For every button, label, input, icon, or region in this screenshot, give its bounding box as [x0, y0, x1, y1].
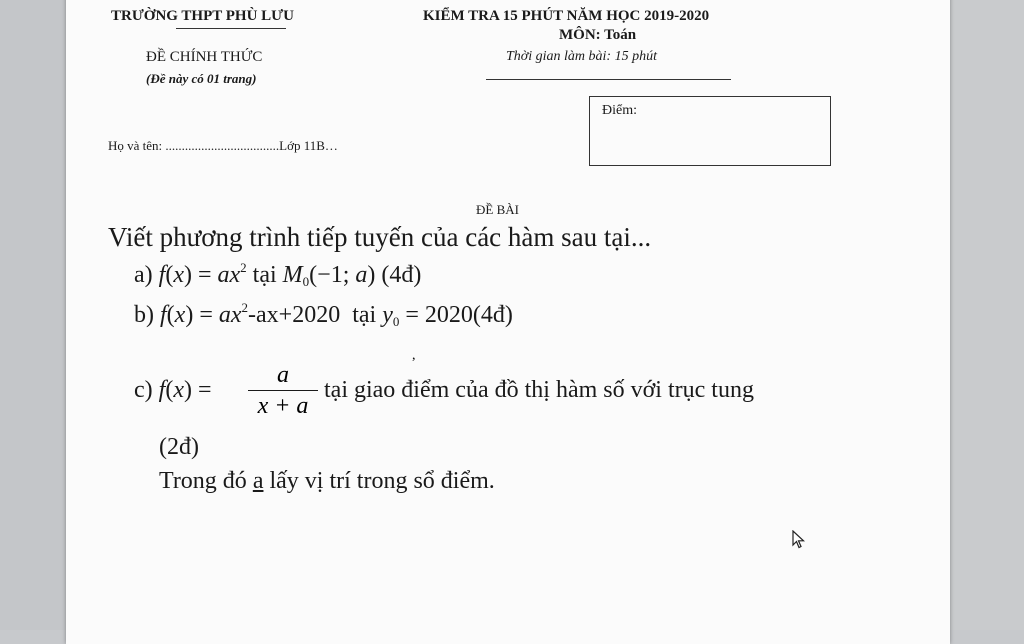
school-underline	[176, 28, 286, 29]
fraction-bar	[248, 390, 318, 391]
official-label: ĐỀ CHÍNH THỨC	[146, 49, 263, 65]
left-background	[0, 0, 66, 630]
note-prefix: Trong đó	[159, 468, 247, 494]
item-a: a) $f(x) = ax^2$ tại $M_0(-1$; a) (4đ)	[134, 260, 422, 289]
item-b-rest: -ax+2020	[248, 302, 341, 328]
problem-heading: ĐỀ BÀI	[476, 202, 519, 217]
fraction-denominator: x + a	[257, 393, 309, 419]
score-box	[589, 96, 831, 166]
note-suffix: lấy vị trí trong sổ điểm.	[269, 468, 495, 494]
stray-mark: ,	[412, 348, 416, 363]
item-b-word: tại	[352, 302, 377, 328]
item-a-points: (4đ)	[381, 262, 422, 288]
item-b-label: b)	[134, 302, 154, 328]
item-a-word: tại	[252, 262, 277, 288]
item-c-label: c)	[134, 377, 153, 403]
item-b-value: = 2020(4đ)	[405, 302, 513, 328]
fraction-numerator: a	[277, 362, 289, 388]
note-line	[159, 468, 495, 495]
student-name-line: Họ và tên: ...................................Lớp 11B…	[108, 138, 338, 153]
document-page	[66, 0, 950, 644]
item-b: b) $f(x) = ax^2-ax+2020$ tại $y_0$ = 2020(4đ)	[134, 300, 513, 329]
exam-title: KIỂM TRA 15 PHÚT NĂM HỌC 2019-2020	[423, 8, 710, 24]
item-c-text: tại giao điểm của đồ thị hàm số với trục tung	[324, 377, 754, 403]
item-a-label: a)	[134, 262, 153, 288]
score-label: Điểm:	[602, 103, 637, 118]
item-c-fraction	[248, 362, 318, 419]
item-c: c) f(x) =	[134, 377, 212, 403]
note-variable: a	[252, 468, 264, 494]
problem-intro: Viết phương trình tiếp tuyến của các hàm sau tại...	[108, 222, 652, 252]
item-c-points: (2đ)	[159, 434, 199, 460]
mouse-cursor-icon	[792, 530, 806, 555]
subject: MÔN: Toán	[559, 27, 637, 43]
time-limit: Thời gian làm bài: 15 phút	[506, 49, 657, 64]
school-name: TRƯỜNG THPT PHÙ LƯU	[111, 8, 294, 24]
pages-note: (Đề này có 01 trang)	[146, 71, 257, 86]
right-background	[950, 0, 1024, 630]
time-underline	[486, 79, 731, 80]
